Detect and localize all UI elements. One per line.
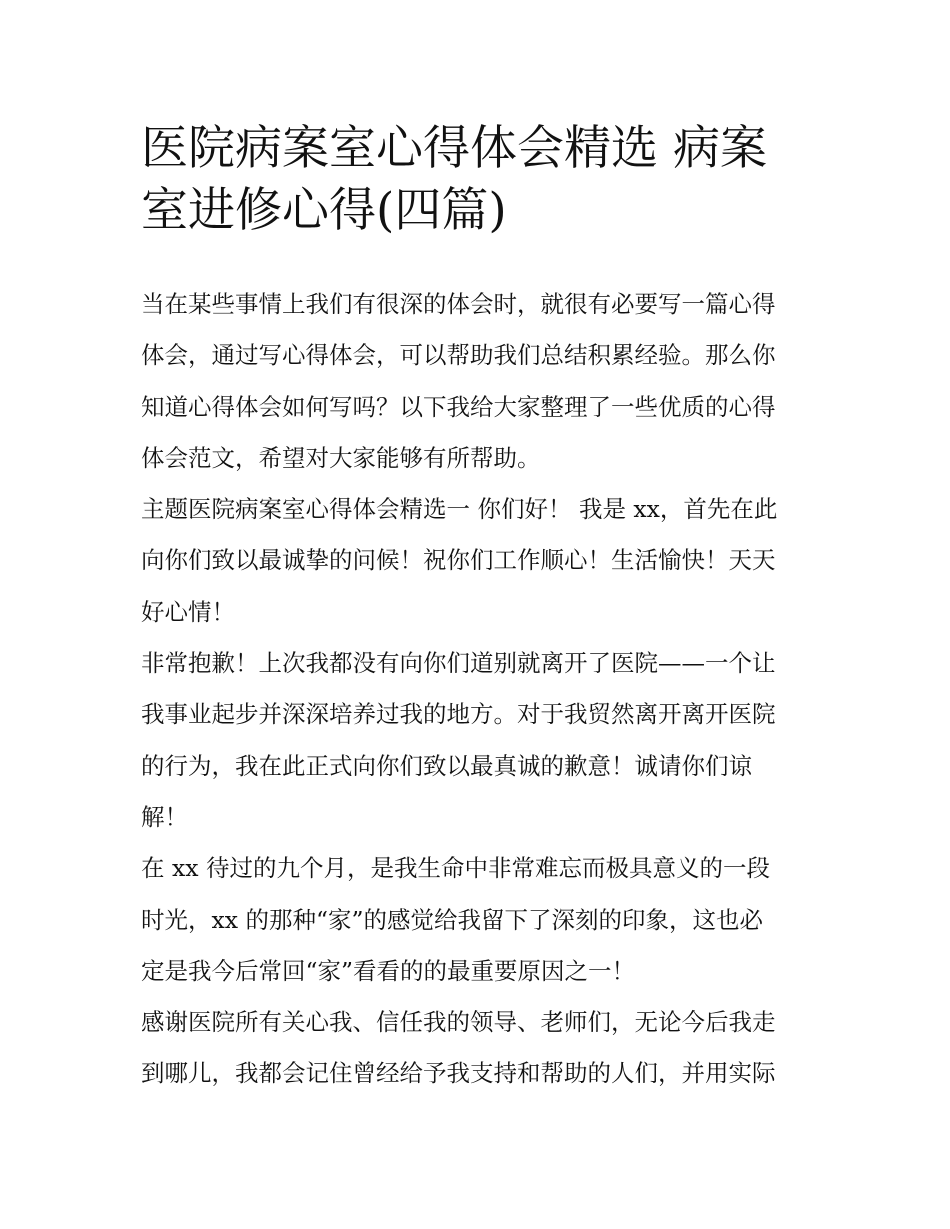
title-line: 室进修心得(四篇) — [141, 183, 507, 238]
paragraph-thanks — [141, 997, 821, 1100]
paragraph-memories — [141, 843, 821, 997]
text-line: 当在某些事情上我们有很深的体会时，就很有必要写一篇心得 — [141, 290, 776, 318]
text-line: 我事业起步并深深培养过我的地方。对于我贸然离开离开医院 — [141, 700, 776, 729]
text-line: 感谢医院所有关心我、信任我的领导、老师们，无论今后我走 — [141, 1008, 776, 1037]
paragraph-greeting — [141, 484, 821, 638]
paragraph-intro — [141, 279, 821, 484]
text-line: 解！ — [141, 802, 188, 831]
title-line: 医院病案室心得体会精选 病案 — [141, 121, 767, 176]
document-body — [141, 279, 821, 1100]
text-line: 非常抱歉！上次我都没有向你们道别就离开了医院——一个让 — [141, 649, 776, 678]
document-title — [141, 118, 821, 242]
text-line: 到哪儿，我都会记住曾经给予我支持和帮助的人们，并用实际 — [141, 1059, 776, 1088]
text-line: 在 xx 待过的九个月，是我生命中非常难忘而极具意义的一段 — [141, 854, 770, 883]
text-line: 的行为，我在此正式向你们致以最真诚的歉意！诚请你们谅 — [141, 751, 752, 780]
text-line: 知道心得体会如何写吗？以下我给大家整理了一些优质的心得 — [141, 392, 776, 421]
text-line: 向你们致以最诚挚的问候！祝你们工作顺心！生活愉快！天天 — [141, 546, 776, 575]
paragraph-apology — [141, 638, 821, 843]
text-line: 好心情！ — [141, 597, 235, 626]
text-line: 时光，xx 的那种“家”的感觉给我留下了深刻的印象，这也必 — [141, 905, 764, 934]
text-line: 定是我今后常回“家”看看的的最重要原因之一！ — [141, 956, 636, 985]
text-line: 体会范文，希望对大家能够有所帮助。 — [141, 443, 541, 472]
text-line: 主题医院病案室心得体会精选一 你们好！ 我是 xx，首先在此 — [141, 495, 778, 524]
text-line: 体会，通过写心得体会，可以帮助我们总结积累经验。那么你 — [141, 341, 776, 370]
